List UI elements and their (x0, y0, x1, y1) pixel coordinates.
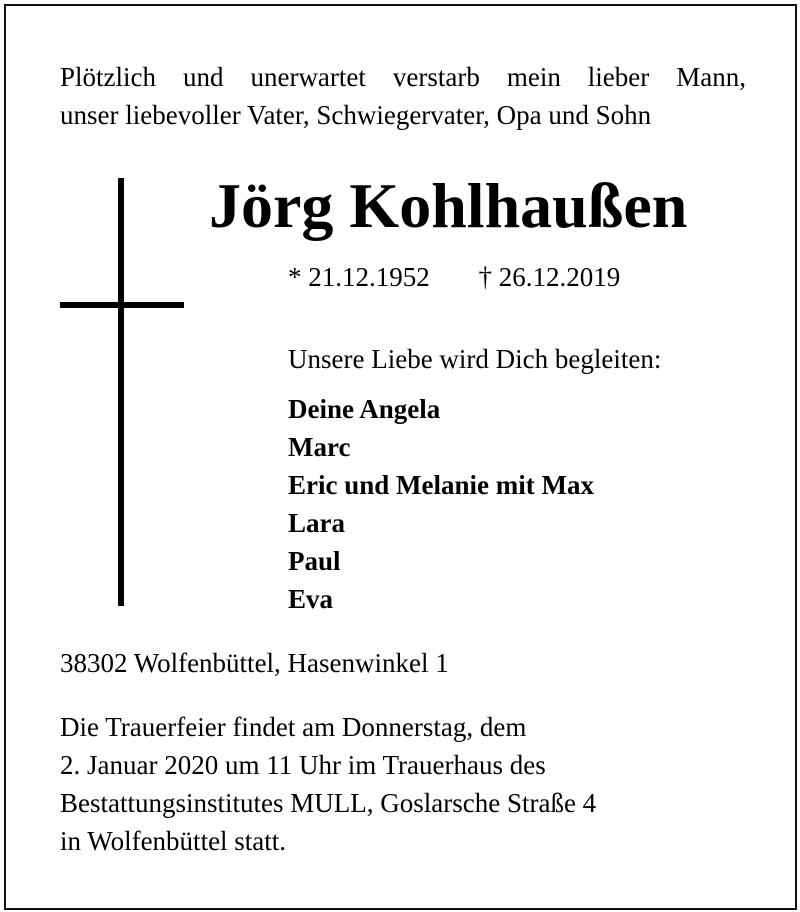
deceased-name: Jörg Kohlhaußen (209, 170, 688, 241)
tagline: Unsere Liebe wird Dich begleiten: (288, 344, 662, 374)
family-member: Lara (288, 508, 345, 538)
family-member: Deine Angela (288, 394, 441, 424)
ceremony-info (60, 708, 596, 860)
ceremony-line: Bestattungsinstitutes MULL, Goslarsche Straße 4 (60, 788, 597, 818)
ceremony-line: Die Trauerfeier findet am Donnerstag, dem (60, 712, 527, 742)
cross-horizontal-bar (60, 302, 184, 308)
life-dates (288, 260, 620, 294)
death-date: † 26.12.2019 (478, 262, 621, 292)
family-member: Eric und Melanie mit Max (288, 470, 594, 500)
ceremony-line: 2. Januar 2020 um 11 Uhr im Trauerhaus des (60, 750, 546, 780)
intro-line-1: Plötzlich und unerwartet verstarb mein lieber Mann, (60, 62, 746, 92)
family-member: Paul (288, 546, 341, 576)
address: 38302 Wolfenbüttel, Hasenwinkel 1 (60, 648, 449, 678)
obituary-notice (4, 4, 797, 910)
family-member: Marc (288, 432, 351, 462)
intro-line-2: unser liebevoller Vater, Schwiegervater, Opa und Sohn (60, 100, 652, 130)
cross-vertical-bar (118, 178, 124, 606)
family-member: Eva (288, 584, 334, 614)
ceremony-line: in Wolfenbüttel statt. (60, 826, 287, 856)
family-list (288, 390, 594, 618)
intro-text (60, 58, 746, 134)
birth-date: * 21.12.1952 (288, 262, 430, 292)
